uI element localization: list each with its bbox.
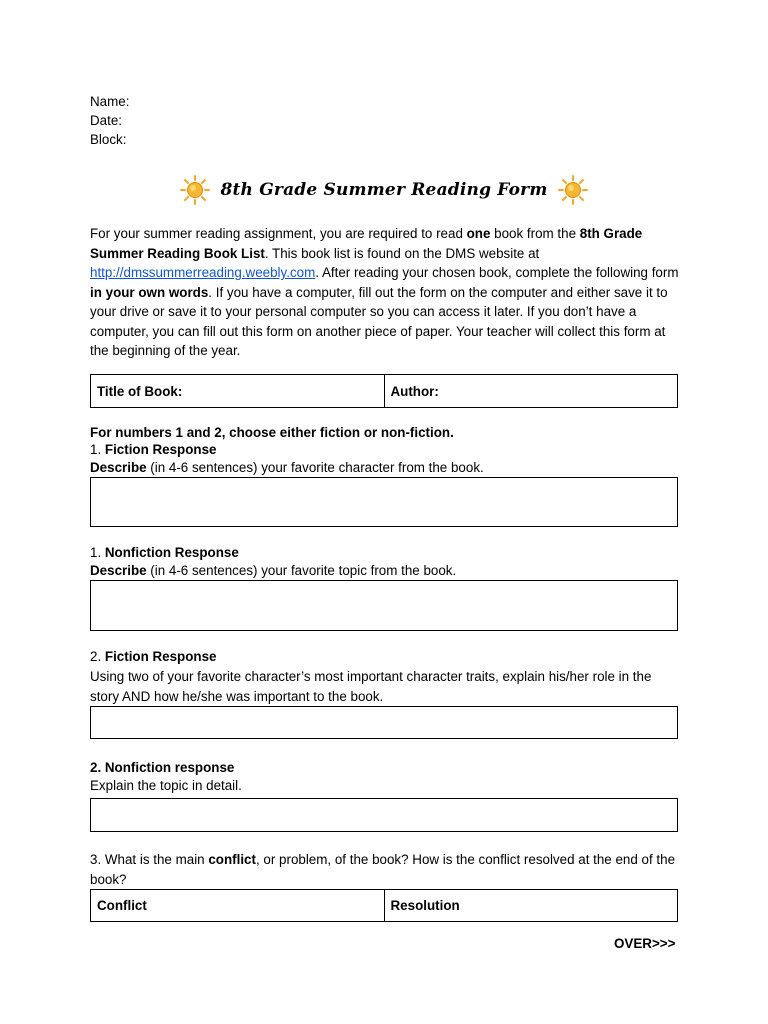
question-heading: Fiction Response (104, 442, 217, 457)
intro-text: book from the (490, 226, 580, 241)
conflict-label: Conflict (97, 898, 147, 913)
instructions: For numbers 1 and 2, choose either fiction or non-fiction. (90, 425, 454, 440)
intro-bold-book-list: 8th Grade Summer Reading Book List (90, 226, 643, 261)
author-cell[interactable] (384, 375, 678, 407)
intro-text: . This book list is found on the DMS website at (264, 245, 540, 261)
book-title-cell[interactable] (91, 375, 384, 407)
form-title-row (0, 170, 768, 210)
book-title-label: Title of Book: (97, 383, 183, 399)
prompt-text: 3. What is the main (90, 852, 209, 867)
q1-fiction-answer-box[interactable] (90, 477, 678, 527)
q2-nonfiction-prompt: Explain the topic in detail. (90, 778, 242, 793)
q1-fiction-heading (90, 441, 690, 459)
block-label: Block: (90, 132, 127, 147)
sun-icon (180, 175, 210, 205)
over-indicator: OVER>>> (614, 936, 676, 951)
intro-text: For your summer reading assignment, you are required to read (90, 226, 467, 241)
name-label: Name: (90, 94, 130, 109)
q1-nonfiction-prompt (90, 562, 690, 580)
prompt-text: (in 4-6 sentences) your favorite character from the book. (146, 460, 484, 475)
conflict-cell[interactable] (91, 890, 384, 921)
conflict-resolution-table (90, 889, 678, 922)
sun-icon (558, 175, 588, 205)
question-number: 1. (90, 442, 105, 457)
question-number: 2. (90, 649, 105, 664)
question-heading: Nonfiction Response (104, 545, 239, 560)
question-number: 1. (90, 545, 105, 560)
q2-fiction-answer-box[interactable] (90, 706, 678, 739)
q1-nonfiction-heading (90, 544, 690, 562)
date-label: Date: (90, 113, 123, 128)
q2-fiction-prompt: Using two of your favorite character’s most important character traits, explain his/her role in the story AND how he/she was important to the book. (90, 669, 652, 704)
q1-fiction-prompt (90, 459, 690, 477)
prompt-bold: Describe (90, 563, 147, 578)
author-label: Author: (390, 383, 439, 399)
intro-text: . After reading your chosen book, complete the following form (315, 265, 679, 280)
q3-prompt (90, 850, 682, 889)
form-title: 8th Grade Summer Reading Form (220, 180, 548, 200)
prompt-text: (in 4-6 sentences) your favorite topic from the book. (146, 563, 457, 578)
question-heading: Fiction Response (104, 649, 217, 664)
intro-paragraph (90, 224, 680, 361)
q2-fiction-heading (90, 648, 690, 666)
resolution-label: Resolution (390, 898, 460, 913)
q2-nonfiction-answer-box[interactable] (90, 798, 678, 832)
intro-bold-one: one (466, 226, 491, 241)
prompt-bold: conflict (208, 852, 256, 867)
q2-nonfiction-heading: 2. Nonfiction response (90, 760, 235, 775)
intro-bold-own-words: in your own words (90, 284, 209, 300)
prompt-bold: Describe (90, 460, 147, 475)
book-info-table (90, 374, 678, 408)
q1-nonfiction-answer-box[interactable] (90, 580, 678, 631)
intro-text: . If you have a computer, fill out the form on the computer and either save it to your drive or save it to your personal computer so you can access it later. If you don’t have a computer, you can fill out this form on another piece of paper. Your teacher will collect this form at the beginning of the year. (90, 284, 668, 358)
website-link[interactable]: http://dmssummerreading.weebly.com (90, 265, 316, 280)
prompt-text: , or problem, of the book? How is the conflict resolved at the end of the book? (90, 852, 676, 887)
resolution-cell[interactable] (384, 890, 678, 921)
